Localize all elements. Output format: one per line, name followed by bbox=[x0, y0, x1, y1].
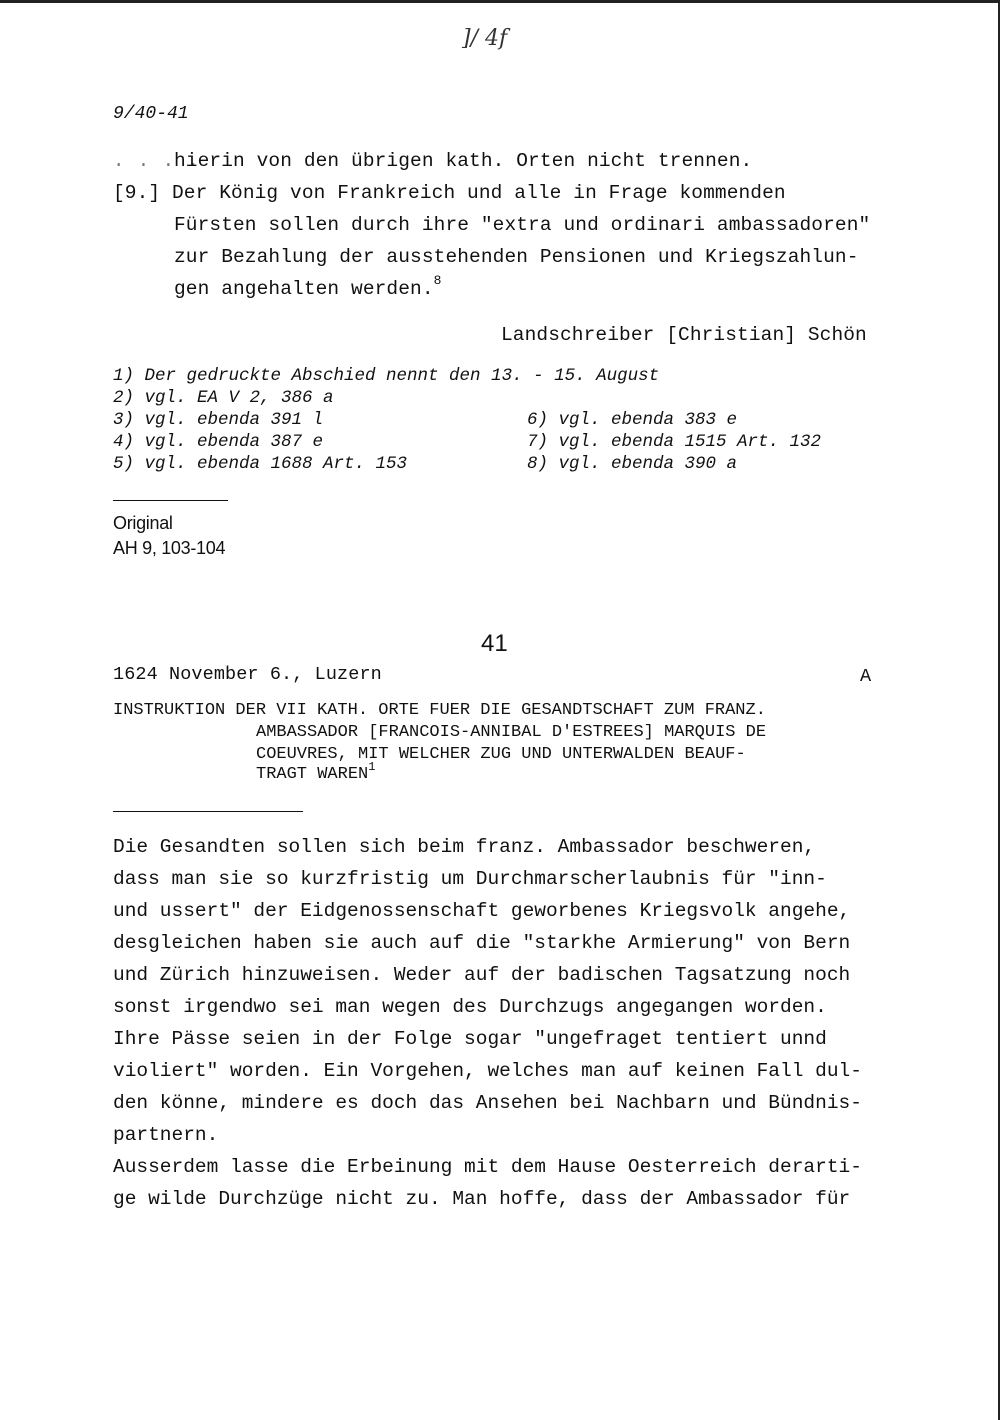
signature: Landschreiber [Christian] Schön bbox=[501, 324, 867, 346]
footnote-item: 8) vgl. ebenda 390 a bbox=[527, 454, 738, 474]
document-title-text: TRAGT WAREN bbox=[256, 765, 369, 784]
document-title-line: INSTRUKTION DER VII KATH. ORTE FUER DIE GESANDTSCHAFT ZUM FRANZ. bbox=[113, 701, 766, 720]
body-line: Ausserdem lasse die Erbeinung mit dem Hause Oesterreich derarti- bbox=[113, 1156, 862, 1178]
footnote-item: 4) vgl. ebenda 387 e bbox=[113, 432, 324, 452]
body-line: partnern. bbox=[113, 1124, 219, 1146]
continuation-line: hierin von den übrigen kath. Orten nicht trennen. bbox=[174, 150, 753, 172]
body-line: und ussert" der Eidgenossenschaft geworbenes Kriegsvolk angehe, bbox=[113, 900, 851, 922]
body-line: dass man sie so kurzfristig um Durchmarscherlaubnis für "inn- bbox=[113, 868, 827, 890]
continuation-text: gen angehalten werden. bbox=[174, 278, 434, 300]
separator-rule bbox=[113, 811, 303, 812]
continuation-line: [9.] Der König von Frankreich und alle in Frage kommenden bbox=[113, 182, 786, 204]
footnote-item: 1) Der gedruckte Abschied nennt den 13. - 15. August bbox=[113, 366, 660, 386]
continuation-line: zur Bezahlung der ausstehenden Pensionen und Kriegszahlun- bbox=[174, 246, 859, 268]
footnote-item: 2) vgl. EA V 2, 386 a bbox=[113, 388, 334, 408]
footnote-mark: 8 bbox=[433, 273, 442, 288]
body-line: violiert" worden. Ein Vorgehen, welches man auf keinen Fall dul- bbox=[113, 1060, 862, 1082]
body-line: und Zürich hinzuweisen. Weder auf der badischen Tagsatzung noch bbox=[113, 964, 851, 986]
source-reference: AH 9, 103-104 bbox=[113, 538, 226, 558]
title-footnote-mark: 1 bbox=[368, 760, 376, 774]
document-number: 41 bbox=[481, 630, 508, 657]
ellipsis-mark: . . . . bbox=[113, 150, 200, 172]
body-line: den könne, mindere es doch das Ansehen bei Nachbarn und Bündnis- bbox=[113, 1092, 862, 1114]
continuation-line-last bbox=[174, 273, 442, 300]
body-line: Die Gesandten sollen sich beim franz. Ambassador beschweren, bbox=[113, 836, 816, 858]
body-line: Ihre Pässe seien in der Folge sogar "ungefraget tentiert unnd bbox=[113, 1028, 827, 1050]
document-date-place: 1624 November 6., Luzern bbox=[113, 664, 382, 685]
document-title-line-last bbox=[256, 760, 376, 784]
document-title-line: AMBASSADOR [FRANCOIS-ANNIBAL D'ESTREES] MARQUIS DE bbox=[256, 723, 767, 742]
scan-top-edge bbox=[0, 0, 1000, 3]
footnote-item: 3) vgl. ebenda 391 l bbox=[113, 410, 324, 430]
body-line: ge wilde Durchzüge nicht zu. Man hoffe, dass der Ambassador für bbox=[113, 1188, 851, 1210]
body-line: sonst irgendwo sei man wegen des Durchzugs angegangen worden. bbox=[113, 996, 827, 1018]
handwritten-archive-mark: ]/ 4f bbox=[462, 26, 508, 51]
footnote-item: 7) vgl. ebenda 1515 Art. 132 bbox=[527, 432, 822, 452]
body-line: desgleichen haben sie auch auf die "starkhe Armierung" von Bern bbox=[113, 932, 851, 954]
document-title-line: COEUVRES, MIT WELCHER ZUG UND UNTERWALDEN BEAUF- bbox=[256, 745, 746, 764]
separator-rule bbox=[113, 500, 228, 501]
footnote-item: 5) vgl. ebenda 1688 Art. 153 bbox=[113, 454, 408, 474]
continuation-line: Fürsten sollen durch ihre "extra und ordinari ambassadoren" bbox=[174, 214, 871, 236]
footnote-item: 6) vgl. ebenda 383 e bbox=[527, 410, 738, 430]
page-reference: 9/40-41 bbox=[113, 104, 189, 124]
document-type-letter: A bbox=[860, 666, 872, 687]
source-label: Original bbox=[113, 513, 173, 533]
